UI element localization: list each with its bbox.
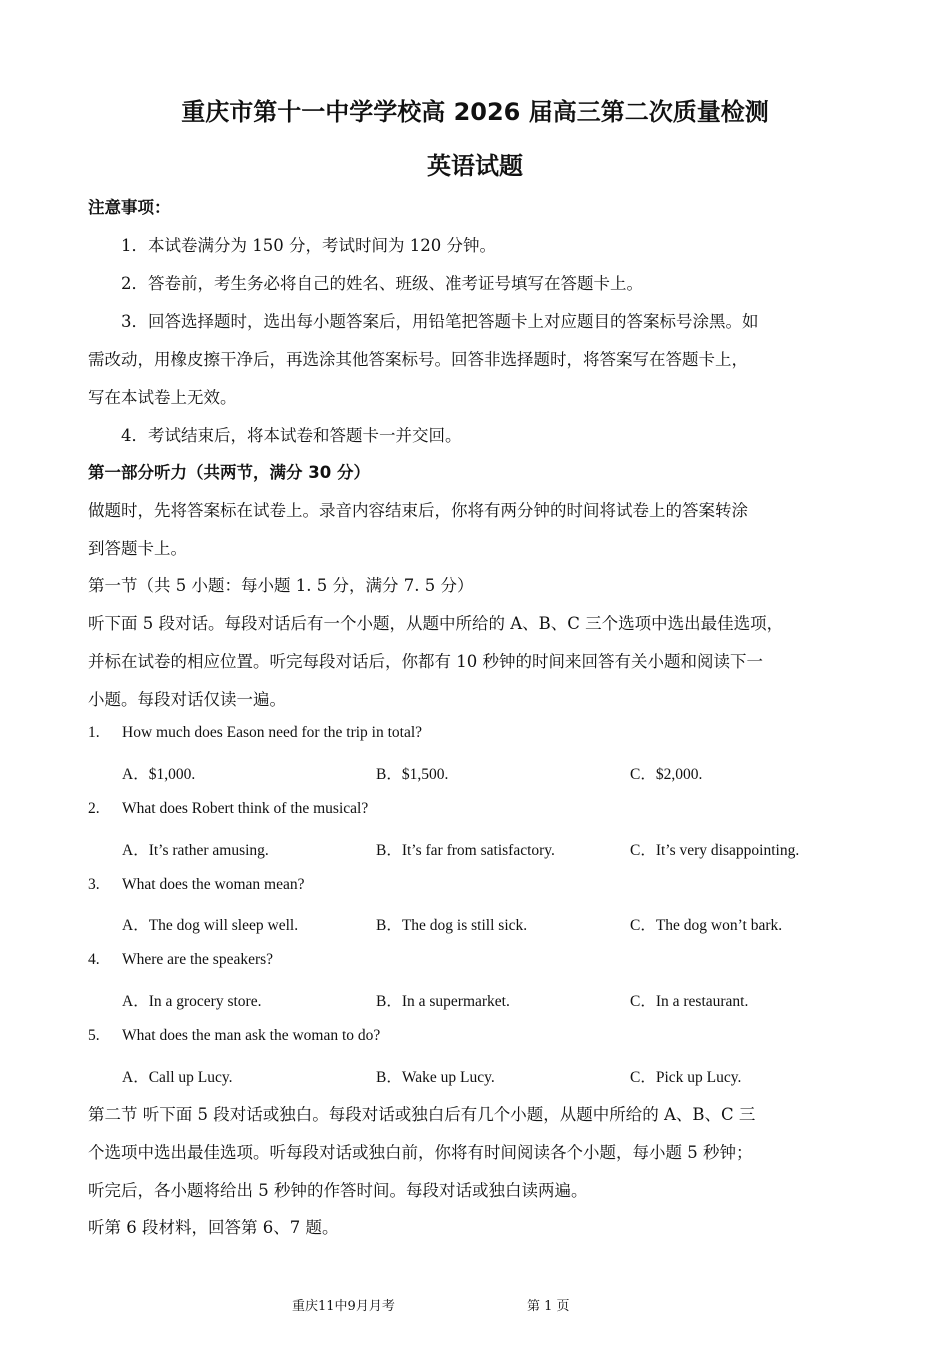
option-c: C．The dog won’t bark. bbox=[630, 917, 783, 934]
option-b: B．$1,500. bbox=[376, 766, 449, 783]
option-a: A．In a grocery store. bbox=[122, 993, 262, 1010]
question-number: 4. bbox=[88, 951, 100, 968]
part1-intro-line-2: 到答题卡上。 bbox=[88, 539, 187, 558]
question-text: What does Robert think of the musical? bbox=[122, 800, 369, 817]
section2-line-3: 听完后，各小题将给出 5 秒钟的作答时间。每段对话或独白读两遍。 bbox=[88, 1181, 588, 1200]
section1-line-1: 听下面 5 段对话。每段对话后有一个小题，从题中所给的 A、B、C 三个选项中选出最佳选项， bbox=[88, 614, 784, 633]
notice-item-1: 1．本试卷满分为 150 分，考试时间为 120 分钟。 bbox=[121, 236, 496, 255]
section1-line-2: 并标在试卷的相应位置。听完每段对话后，你都有 10 秒钟的时间来回答有关小题和阅读下一 bbox=[88, 652, 763, 671]
section2-line-4: 听第 6 段材料，回答第 6、7 题。 bbox=[88, 1218, 339, 1237]
notice-item-3-line-3: 写在本试卷上无效。 bbox=[88, 388, 237, 407]
option-a: A．The dog will sleep well. bbox=[122, 917, 299, 934]
option-c: C．$2,000. bbox=[630, 766, 703, 783]
notice-heading: 注意事项： bbox=[88, 198, 171, 217]
part1-heading: 第一部分听力（共两节，满分 30 分） bbox=[88, 463, 370, 482]
notice-item-3-line-1: 3．回答选择题时，选出每小题答案后，用铅笔把答题卡上对应题目的答案标号涂黑。如 bbox=[121, 312, 759, 331]
footer-page-number: 第 1 页 bbox=[527, 1299, 570, 1314]
question-text: How much does Eason need for the trip in total? bbox=[122, 724, 423, 741]
question-number: 1. bbox=[88, 724, 100, 741]
section2-line-2: 个选项中选出最佳选项。听每段对话或独白前，你将有时间阅读各个小题，每小题 5 秒钟； bbox=[88, 1143, 753, 1162]
option-b: B．The dog is still sick. bbox=[376, 917, 528, 934]
section1-line-3: 小题。每段对话仅读一遍。 bbox=[88, 690, 286, 709]
option-a: A．$1,000. bbox=[122, 766, 196, 783]
notice-item-4: 4．考试结束后，将本试卷和答题卡一并交回。 bbox=[121, 426, 462, 445]
option-c: C．It’s very disappointing. bbox=[630, 842, 800, 859]
part1-intro-line-1: 做题时，先将答案标在试卷上。录音内容结束后，你将有两分钟的时间将试卷上的答案转涂 bbox=[88, 501, 748, 520]
option-a: A．Call up Lucy. bbox=[122, 1069, 233, 1086]
section1-heading: 第一节（共 5 小题：每小题 1. 5 分，满分 7. 5 分） bbox=[88, 576, 474, 595]
page-title: 重庆市第十一中学学校高 2026 届高三第二次质量检测 bbox=[181, 98, 769, 126]
option-a: A．It’s rather amusing. bbox=[122, 842, 269, 859]
page-subtitle: 英语试题 bbox=[427, 152, 523, 180]
option-b: B．Wake up Lucy. bbox=[376, 1069, 495, 1086]
question-number: 2. bbox=[88, 800, 100, 817]
footer-exam-name: 重庆11中9月月考 bbox=[292, 1299, 395, 1314]
section2-line-1: 第二节 听下面 5 段对话或独白。每段对话或独白后有几个小题，从题中所给的 A、B、C 三 bbox=[88, 1105, 756, 1124]
option-b: B．It’s far from satisfactory. bbox=[376, 842, 555, 859]
option-b: B．In a supermarket. bbox=[376, 993, 510, 1010]
question-number: 3. bbox=[88, 876, 100, 893]
option-c: C．In a restaurant. bbox=[630, 993, 749, 1010]
question-number: 5. bbox=[88, 1027, 100, 1044]
question-text: Where are the speakers? bbox=[122, 951, 274, 968]
question-text: What does the man ask the woman to do? bbox=[122, 1027, 381, 1044]
question-text: What does the woman mean? bbox=[122, 876, 305, 893]
option-c: C．Pick up Lucy. bbox=[630, 1069, 742, 1086]
notice-item-3-line-2: 需改动，用橡皮擦干净后，再选涂其他答案标号。回答非选择题时，将答案写在答题卡上， bbox=[88, 350, 748, 369]
notice-item-2: 2．答卷前，考生务必将自己的姓名、班级、准考证号填写在答题卡上。 bbox=[121, 274, 643, 293]
